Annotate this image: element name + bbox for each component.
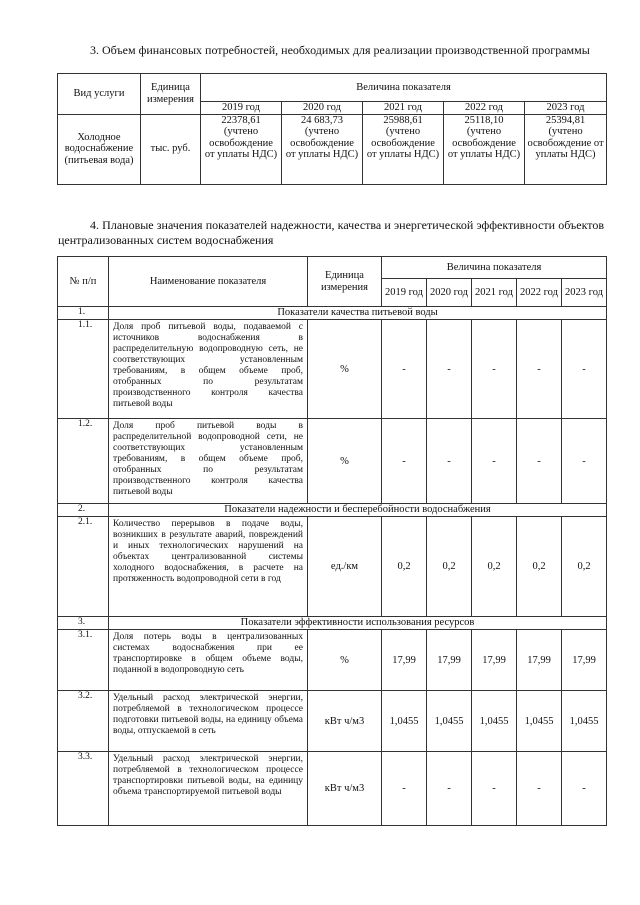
indicator-value: 17,99 — [382, 630, 427, 691]
header-service: Вид услуги — [58, 74, 141, 115]
year-header: 2020 год — [427, 279, 472, 307]
year-header: 2022 год — [517, 279, 562, 307]
indicator-value: - — [382, 752, 427, 826]
section-3-heading: 3. Объем финансовых потребностей, необходимых для реализации производственной программы — [90, 43, 590, 57]
row-num: 1.1. — [58, 320, 109, 419]
value-note: (учтено освобождение от уплаты НДС) — [447, 126, 521, 160]
indicator-value: - — [517, 752, 562, 826]
value-number: 24 683,73 — [301, 114, 343, 126]
indicator-value: 0,2 — [382, 517, 427, 617]
row-num: 3.1. — [58, 630, 109, 691]
indicator-unit: % — [308, 320, 382, 419]
year-header: 2021 год — [363, 102, 444, 115]
indicator-value: 0,2 — [517, 517, 562, 617]
indicator-unit: ед./км — [308, 517, 382, 617]
indicator-value: 17,99 — [427, 630, 472, 691]
indicator-value: - — [562, 419, 607, 504]
year-header: 2023 год — [525, 102, 607, 115]
header-value: Величина показателя — [382, 257, 607, 279]
value-cell — [525, 114, 607, 184]
value-number: 25118,10 — [464, 114, 504, 126]
indicator-value: - — [427, 320, 472, 419]
indicator-value: - — [427, 752, 472, 826]
header-unit: Единица измерения — [308, 257, 382, 307]
indicator-name: Удельный расход электрической энергии, потребляемой в технологическом процессе транспортировки питьевой воды, на единицу объема транспортируемой питьевой воды — [109, 752, 308, 826]
row-num: 2.1. — [58, 517, 109, 617]
year-header: 2021 год — [472, 279, 517, 307]
value-cell — [282, 114, 363, 184]
indicator-value: 0,2 — [427, 517, 472, 617]
header-unit: Единица измерения — [141, 74, 201, 115]
section-num: 2. — [58, 504, 109, 517]
value-cell — [363, 114, 444, 184]
indicator-name: Доля проб питьевой воды, подаваемой с источников водоснабжения в распределительную водопроводную сеть, не соответствующих установленным требованиям, в общем объеме проб, отобранных по результатам производственного контроля качества питьевой воды — [109, 320, 308, 419]
indicator-name: Доля проб питьевой воды в распределительной водопроводной сети, не соответствующих установленным требованиям, в общем объеме проб, отобранных по результатам производственного контроля качества питьевой воды — [109, 419, 308, 504]
section-4-heading: 4. Плановые значения показателей надежности, качества и энергетической эффективности объектов централизованных систем водоснабжения — [58, 218, 604, 247]
header-num: № п/п — [58, 257, 109, 307]
indicator-value: 17,99 — [562, 630, 607, 691]
indicator-name: Количество перерывов в подаче воды, возникших в результате аварий, повреждений и иных технологических нарушений на объектах централизованной системы холодного водоснабжения, в расчете на протяженность водопроводной сети в год — [109, 517, 308, 617]
section-num: 3. — [58, 617, 109, 630]
year-header: 2022 год — [444, 102, 525, 115]
indicator-name: Доля потерь воды в централизованных системах водоснабжения при ее транспортировке в общем объеме воды, поданной в водопроводную сеть — [109, 630, 308, 691]
indicator-value: - — [562, 320, 607, 419]
indicator-value: - — [427, 419, 472, 504]
indicator-value: 0,2 — [472, 517, 517, 617]
indicator-value: - — [562, 752, 607, 826]
section-title: Показатели качества питьевой воды — [109, 307, 607, 320]
indicator-value: - — [382, 419, 427, 504]
indicator-value: - — [382, 320, 427, 419]
value-note: (учтено освобождение от уплаты НДС) — [527, 126, 604, 160]
row-num: 3.3. — [58, 752, 109, 826]
value-note: (учтено освобождение от уплаты НДС) — [204, 126, 278, 160]
indicator-unit: кВт ч/м3 — [308, 752, 382, 826]
value-number: 22378,61 — [221, 114, 261, 126]
row-num: 3.2. — [58, 691, 109, 752]
indicator-value: 17,99 — [472, 630, 517, 691]
unit-cell: тыс. руб. — [141, 114, 201, 184]
indicator-value: 0,2 — [562, 517, 607, 617]
year-header: 2020 год — [282, 102, 363, 115]
indicator-value: - — [472, 419, 517, 504]
indicators-table — [57, 256, 607, 826]
indicator-value: - — [472, 752, 517, 826]
section-num: 1. — [58, 307, 109, 320]
section-title: Показатели эффективности использования ресурсов — [109, 617, 607, 630]
indicator-unit: % — [308, 419, 382, 504]
value-number: 25988,61 — [383, 114, 423, 126]
indicator-value: 1,0455 — [472, 691, 517, 752]
year-header: 2019 год — [201, 102, 282, 115]
indicator-value: - — [472, 320, 517, 419]
indicator-value: 1,0455 — [562, 691, 607, 752]
indicator-value: - — [517, 419, 562, 504]
value-number: 25394,81 — [545, 114, 586, 126]
year-header: 2023 год — [562, 279, 607, 307]
value-cell — [444, 114, 525, 184]
value-cell — [201, 114, 282, 184]
indicator-unit: % — [308, 630, 382, 691]
indicator-value: 1,0455 — [427, 691, 472, 752]
year-header: 2019 год — [382, 279, 427, 307]
row-num: 1.2. — [58, 419, 109, 504]
indicator-value: - — [517, 320, 562, 419]
header-name: Наименование показателя — [109, 257, 308, 307]
value-note: (учтено освобождение от уплаты НДС) — [366, 126, 440, 160]
indicator-value: 1,0455 — [382, 691, 427, 752]
value-note: (учтено освобождение от уплаты НДС) — [285, 126, 359, 160]
header-value: Величина показателя — [201, 74, 607, 102]
indicator-value: 17,99 — [517, 630, 562, 691]
section-title: Показатели надежности и бесперебойности водоснабжения — [109, 504, 607, 517]
indicator-name: Удельный расход электрической энергии, потребляемой в технологическом процессе подготовки питьевой воды, на единицу объема воды, отпускаемой в сеть — [109, 691, 308, 752]
service-name: Холодное водоснабжение (питьевая вода) — [58, 114, 141, 184]
indicator-unit: кВт ч/м3 — [308, 691, 382, 752]
financial-needs-table — [57, 73, 607, 185]
indicator-value: 1,0455 — [517, 691, 562, 752]
